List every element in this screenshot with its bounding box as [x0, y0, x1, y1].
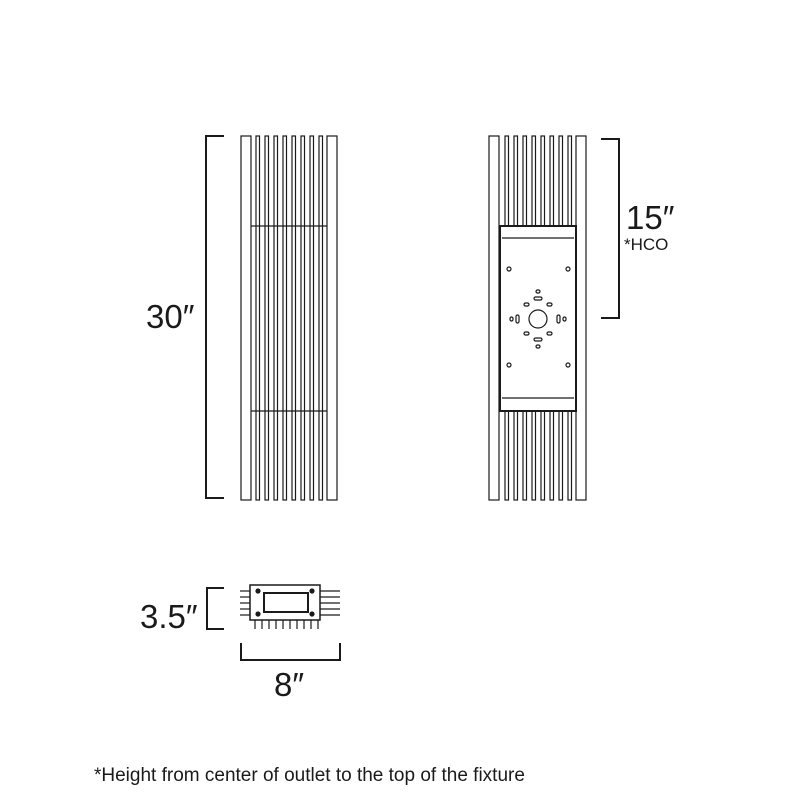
depth-dimension-label: 3.5″: [140, 598, 198, 635]
hco-dimension-label: 15″: [626, 199, 675, 236]
hco-tag-label: *HCO: [624, 235, 669, 254]
height-dimension-label: 30″: [146, 298, 195, 335]
hco-bracket: [601, 139, 619, 318]
front-view-slats: [256, 136, 323, 500]
mounting-plate: [500, 226, 576, 411]
depth-bracket: [207, 588, 224, 629]
front-view: [241, 136, 337, 500]
width-bracket: [241, 643, 340, 660]
width-dimension-label: 8″: [274, 666, 305, 703]
top-view-fins: [240, 591, 340, 629]
height-bracket: [206, 136, 224, 498]
footnote: *Height from center of outlet to the top of the fixture: [94, 765, 525, 786]
top-view: [240, 585, 340, 629]
